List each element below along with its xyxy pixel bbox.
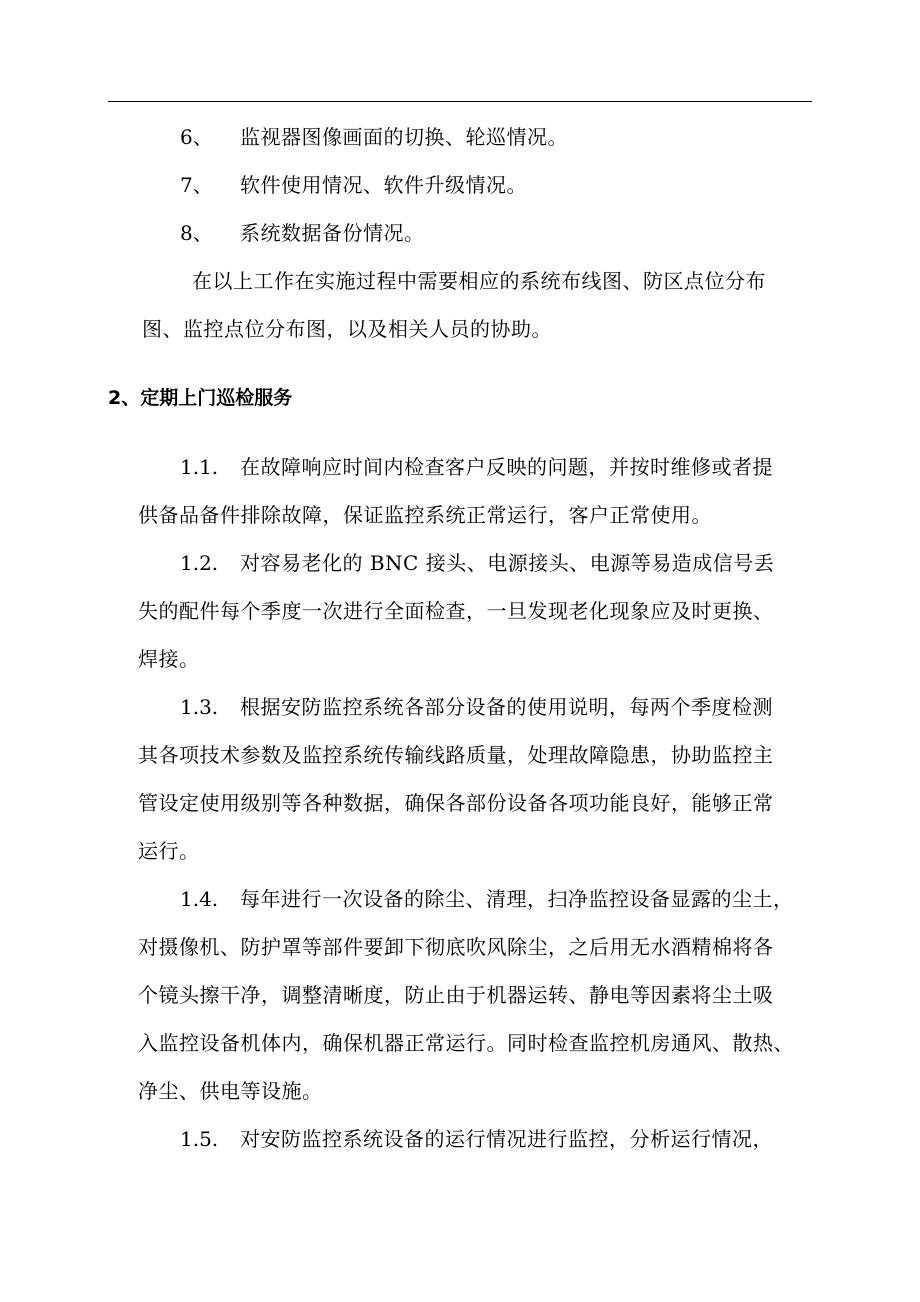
list-number: 7、 (180, 173, 213, 197)
item-line: 净尘、供电等设施。 (138, 1079, 323, 1103)
item-line: 供备品备件排除故障，保证监控系统正常运行，客户正常使用。 (138, 503, 712, 527)
item-line: 在故障响应时间内检查客户反映的问题，并按时维修或者提 (240, 455, 773, 479)
item-line: 失的配件每个季度一次进行全面检查，一旦发现老化现象应及时更换、 (138, 599, 774, 623)
item-number: 1.5. (180, 1127, 219, 1151)
header-rule (108, 101, 812, 102)
paragraph-line: 在以上工作在实施过程中需要相应的系统布线图、防区点位分布 (192, 269, 766, 293)
item-line: 根据安防监控系统各部分设备的使用说明，每两个季度检测 (240, 695, 773, 719)
item-number: 1.2. (180, 551, 219, 575)
list-number: 6、 (180, 125, 213, 149)
item-line: 每年进行一次设备的除尘、清理，扫净监控设备显露的尘土， (240, 887, 794, 911)
item-line: 其各项技术参数及监控系统传输线路质量，处理故障隐患，协助监控主 (138, 743, 774, 767)
item-number: 1.4. (180, 887, 219, 911)
item-line: 对摄像机、防护罩等部件要卸下彻底吹风除尘，之后用无水酒精棉将各 (138, 935, 774, 959)
item-number: 1.3. (180, 695, 219, 719)
list-item-text: 软件使用情况、软件升级情况。 (240, 173, 527, 197)
item-number: 1.1. (180, 455, 219, 479)
paragraph-line: 图、监控点位分布图，以及相关人员的协助。 (142, 317, 552, 341)
item-line: 管设定使用级别等各种数据，确保各部份设备各项功能良好，能够正常 (138, 791, 774, 815)
item-line: 对安防监控系统设备的运行情况进行监控，分析运行情况， (240, 1127, 773, 1151)
section-heading: 2、定期上门巡检服务 (108, 387, 293, 409)
item-line: 焊接。 (138, 647, 200, 671)
list-item-text: 系统数据备份情况。 (240, 221, 425, 245)
list-number: 8、 (180, 221, 213, 245)
item-line: 对容易老化的 BNC 接头、电源接头、电源等易造成信号丢 (240, 551, 775, 575)
list-item-text: 监视器图像画面的切换、轮巡情况。 (240, 125, 568, 149)
item-line: 个镜头擦干净，调整清晰度，防止由于机器运转、静电等因素将尘土吸 (138, 983, 774, 1007)
item-line: 入监控设备机体内，确保机器正常运行。同时检查监控机房通风、散热、 (138, 1031, 794, 1055)
item-line: 运行。 (138, 839, 200, 863)
